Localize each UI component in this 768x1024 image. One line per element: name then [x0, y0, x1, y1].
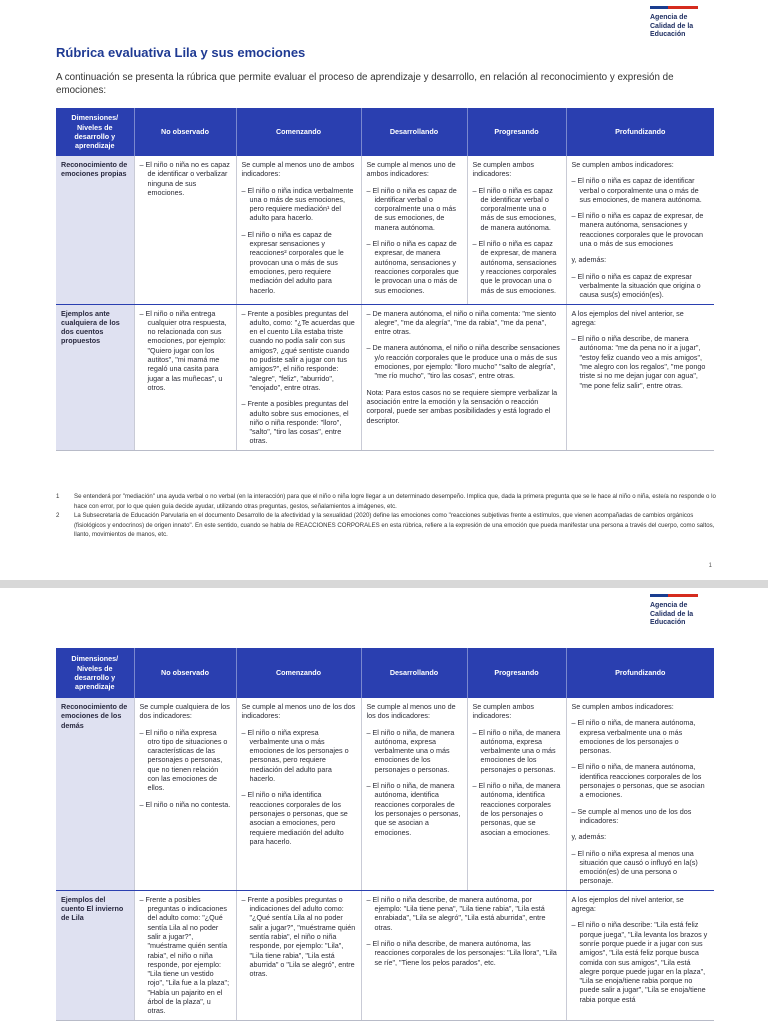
rubric-row — [56, 156, 714, 304]
cell-paragraph: – El niño o niña es capaz de expresar, de manera autónoma, sensaciones y reacciones corporales que le provocan una o más de sus emociones — [571, 211, 704, 249]
cell-paragraph: – El niño o niña, de manera autónoma, expresa verbalmente una o más emociones de los personajes o personas. — [571, 718, 696, 756]
cell-paragraph: – El niño o niña es capaz de identificar verbal o corporalmente una o más de sus emociones, de manera autónoma. — [472, 185, 557, 232]
cell-paragraph: – El niño o niña no contesta. — [139, 799, 231, 809]
dimension-cell: Ejemplos del cuento El invierno de Lila — [56, 890, 134, 1020]
page-separator — [0, 580, 768, 588]
footnote — [56, 511, 716, 540]
column-header: Comenzando — [236, 108, 361, 156]
column-header: Desarrollando — [361, 108, 467, 156]
cell-paragraph: A los ejemplos del nivel anterior, se agrega: — [571, 894, 684, 914]
cell-paragraph: y, además: — [571, 832, 607, 842]
level-cell — [361, 156, 467, 304]
cell-paragraph: – El niño o niña indica verbalmente una o más de sus emociones, pero requiere mediación¹ del adulto para hacerlo. — [241, 185, 354, 223]
footnotes — [56, 492, 716, 540]
rubric-row — [56, 698, 714, 890]
cell-paragraph: y, además: — [571, 255, 607, 265]
rubric-row — [56, 890, 714, 1020]
dimension-cell: Reconocimiento de emociones de los demás — [56, 698, 134, 890]
page-title: Rúbrica evaluativa Lila y sus emociones — [56, 45, 306, 60]
dimension-cell: Ejemplos ante cualquiera de los dos cuentos propuestos — [56, 304, 134, 450]
column-header: Dimensiones/ Niveles de desarrollo y aprendizaje — [56, 648, 134, 698]
level-cell — [134, 698, 236, 890]
column-header: Progresando — [467, 108, 566, 156]
cell-paragraph: – El niño o niña, de manera autónoma, expresa verbalmente una o más emociones de los personajes o personas. — [472, 727, 561, 774]
cell-paragraph: – El niño o niña, de manera autónoma, identifica reacciones corporales de los personajes o personas, que se asocian a emociones. — [472, 781, 561, 837]
column-header: No observado — [134, 108, 236, 156]
level-cell — [236, 304, 361, 450]
rubric-row — [56, 304, 714, 450]
level-cell — [236, 890, 361, 1020]
cell-paragraph: – Frente a posibles preguntas o indicaciones del adulto como: "¿Qué sentía Lila al no poder salir a jugar?", "muéstrame quién sentía rabia", el niño o niña responde, por ejemplo: "Lila", "Lila tiene rabia", "Lila está aburrida" o "Lila se alegró", entre otras. — [241, 894, 356, 979]
rubric-body — [56, 156, 714, 450]
level-cell — [361, 890, 566, 1020]
agency-name-line: Educación — [650, 619, 686, 626]
cell-paragraph: Se cumplen ambos indicadores: — [472, 160, 535, 179]
cell-paragraph: Se cumple al menos uno de los dos indicadores: — [241, 702, 356, 721]
agency-name-line: Agencia de — [650, 14, 688, 21]
cell-paragraph: – El niño o niña describe, de manera autónoma, las reacciones corporales de los personajes: "Lila llora", "Lila se ríe", "Tiene los pelos parados", etc. — [366, 938, 557, 967]
level-cell — [134, 304, 236, 450]
cell-paragraph: – El niño o niña es capaz de expresar verbalmente la situación que origina o causa sus(s) emoción(es). — [571, 271, 701, 300]
intro-paragraph: A continuación se presenta la rúbrica que permite evaluar el proceso de aprendizaje y desarrollo, en relación al reconocimiento y expresión de emociones: — [56, 72, 674, 96]
cell-paragraph: – El niño o niña describe: "Lila está feliz porque juega", "Lila levanta los brazos y sonríe porque puede ir a jugar con sus amigos", "Lila está feliz porque busca comida con sus amigos", "Lila está alegre porque puede jugar en la plaza", "Lila se enoja/tiene rabia porque no puede salir a jugar", "Lila se enoja/tiene rabia porque está — [571, 920, 708, 1004]
rubric-table — [56, 108, 714, 451]
column-header: Profundizando — [566, 648, 714, 698]
level-cell — [467, 156, 566, 304]
cell-paragraph: Nota: Para estos casos no se requiere siempre verbalizar la asociación entre la emoción y la sensación o reacción corporal, puede ser ambas posibilidades y está logrado el descriptor. — [366, 387, 558, 425]
dimension-cell: Reconocimiento de emociones propias — [56, 156, 134, 304]
cell-paragraph: – El niño o niña entrega cualquier otra respuesta, no relacionada con sus emociones, por ejemplo: "Quiero jugar con los autitos", "mi mamá me regaló una casita para jugar a las muñecas", u otros. — [139, 308, 227, 392]
cell-paragraph: – El niño o niña es capaz de identificar verbal o corporalmente una o más de sus emociones, de manera autónoma. — [366, 185, 457, 232]
agency-name-line: Calidad de la — [650, 610, 694, 618]
footnote — [56, 492, 716, 511]
cell-paragraph: A los ejemplos del nivel anterior, se agrega: — [571, 308, 684, 327]
cell-paragraph: – El niño o niña es capaz de expresar sensaciones y reacciones² corporales que le provocan una o más de sus emociones, pero requiere mediación del adulto para hacerlo. — [241, 229, 344, 295]
cell-paragraph: – El niño o niña, de manera autónoma, expresa verbalmente una o más emociones de los personajes o personas. — [366, 727, 455, 774]
cell-paragraph: Se cumple al menos uno de los dos indicadores: — [366, 702, 456, 721]
level-cell — [361, 304, 566, 450]
footnote-text: La Subsecretaría de Educación Parvularia en el documento Desarrollo de la afectividad y la sexualidad (2020) define las emociones como "reacciones subjetivas frente a estímulos, que vienen acompañadas de cambios orgánicos (fisiológicos y endocrinos) de origen innato". En este sentido, cuando se habla de REACCIONES CORPORALES en esta rúbrica, refiere a la expresión de una emoción que pueda manifestar una persona a través del cuerpo, como saltos, llanto, movimientos de manos, etc. — [74, 512, 715, 538]
footnote-text: Se entenderá por "mediación" una ayuda verbal o no verbal (en la interacción) para que el niño o niña logre llegar a un determinado desempeño. Implica que, dada la primera pregunta que se le hace al niño o niña, este/a no responde o lo hace con error, por lo que quien guía decide ayudar, utilizando otras preguntas, gestos, señalamientos a imágenes, etc. — [74, 493, 716, 510]
cell-paragraph: – Se cumple al menos uno de los dos indicadores: — [571, 806, 692, 825]
cell-paragraph: – El niño o niña es capaz de identificar verbal o corporalmente una o más de sus emociones, de manera autónoma. — [571, 176, 702, 204]
agency-logo — [650, 6, 712, 40]
cell-paragraph: – El niño o niña, de manera autónoma, identifica reacciones corporales de los personajes o personas, que se asocian a emociones. — [366, 781, 461, 837]
level-cell — [134, 890, 236, 1020]
cell-paragraph: – El niño o niña expresa al menos una situación que causó o influyó en la(s) emoción(es) de una persona o personaje. — [571, 848, 698, 886]
cell-paragraph: Se cumplen ambos indicadores: — [571, 702, 674, 711]
footnote-number: 2 — [56, 512, 60, 519]
level-cell — [361, 698, 467, 890]
level-cell — [566, 698, 714, 890]
cell-paragraph: – El niño o niña, de manera autónoma, identifica reacciones corporales de los personajes o personas, que se asocian a emociones. — [571, 762, 705, 800]
cell-paragraph: Se cumplen ambos indicadores: — [571, 160, 674, 169]
cell-paragraph: – De manera autónoma, el niño o niña describe sensaciones y/o reacción corporales que le produce una o más de sus emociones, por ejemplo: "lloro mucho" "salto de alegría", "me río mucho", "tiro las cosas", entre otras. — [366, 343, 560, 381]
level-cell — [566, 890, 714, 1020]
level-cell — [236, 698, 361, 890]
cell-paragraph: Se cumple al menos uno de ambos indicadores: — [241, 160, 355, 179]
agency-name-line: Calidad de la — [650, 22, 694, 30]
rubric-body — [56, 698, 714, 1020]
level-cell — [236, 156, 361, 304]
cell-paragraph: – El niño o niña identifica reacciones corporales de los personajes o personas, que se asocian a emociones, pero requiere mediación del adulto para hacerlo. — [241, 790, 348, 846]
cell-paragraph: – Frente a posibles preguntas del adulto sobre sus emociones, el niño o niña responde: "lloro", "salto", "tiro las cosas", entre otras. — [241, 399, 349, 446]
agency-name-line: Educación — [650, 31, 686, 38]
cell-paragraph: Se cumple cualquiera de los dos indicadores: — [139, 702, 230, 721]
flag-stripe-icon — [650, 594, 698, 597]
flag-stripe-icon — [650, 6, 698, 9]
cell-paragraph: – El niño o niña expresa otro tipo de situaciones o características de las personajes o personas, que no tienen relación con las emociones de ellos. — [139, 727, 228, 793]
column-header: Desarrollando — [361, 648, 467, 698]
level-cell — [566, 304, 714, 450]
level-cell — [134, 156, 236, 304]
cell-paragraph: – El niño o niña no es capaz de identificar o verbalizar ninguna de sus emociones. — [139, 160, 230, 197]
footnote-number: 1 — [56, 493, 60, 500]
cell-paragraph: – El niño o niña describe, de manera autónoma, por ejemplo: "Lila tiene pena", "Lila tiene rabia", "Lila está enrabiada", "Lila se alegró", "Lila está aburrida", entre otras. — [366, 894, 546, 932]
agency-logo — [650, 594, 712, 628]
column-header: Dimensiones/ Niveles de desarrollo y aprendizaje — [56, 108, 134, 156]
rubric-table — [56, 648, 714, 1021]
cell-paragraph: – El niño o niña es capaz de expresar, de manera autónoma, sensaciones y reacciones corporales que le provocan una o más de sus emociones. — [472, 239, 557, 295]
column-header: Progresando — [467, 648, 566, 698]
rubric-header-row — [56, 648, 714, 698]
column-header: Comenzando — [236, 648, 361, 698]
page-number: 1 — [708, 563, 712, 569]
cell-paragraph: Se cumple al menos uno de ambos indicadores: — [366, 160, 456, 179]
column-header: No observado — [134, 648, 236, 698]
level-cell — [467, 698, 566, 890]
agency-name-line: Agencia de — [650, 602, 688, 609]
cell-paragraph: – El niño o niña es capaz de expresar, de manera autónoma, sensaciones y reacciones corporales que le provocan una o más de sus emociones. — [366, 239, 459, 295]
level-cell — [566, 156, 714, 304]
cell-paragraph: – Frente a posibles preguntas o indicaciones del adulto como: "¿Qué sentía Lila al no poder salir a jugar?", "muéstrame quién sentía rabia", el niño o niña responde, por ejemplo: "Lila tiene un vestido rojo", "Lila fue a la plaza"; "Había un pajarito en el árbol de la plaza", u otras. — [139, 894, 230, 1016]
cell-paragraph: – Frente a posibles preguntas del adulto, como: "¿Te acuerdas que en el cuento Lila estaba triste cuando no podía salir con sus amigos?, ¿qué sentiste cuando no pudiste salir a jugar con tus amigos?", el niño responde: "alegre", "feliz", "aburrido", "enojado", entre otras. — [241, 308, 355, 392]
rubric-header-row — [56, 108, 714, 156]
cell-paragraph: – De manera autónoma, el niño o niña comenta: "me siento alegre", "me da alegría", "me da rabia", "me da pena", entre otras. — [366, 308, 557, 337]
document-page-2 — [0, 588, 768, 1024]
column-header: Profundizando — [566, 108, 714, 156]
cell-paragraph: – El niño o niña describe, de manera autónoma: "me da pena no ir a jugar", "estoy feliz cuando veo a mis amigos", "me alegro con los regalos", "me pongo triste si no me dejan jugar con agua", "me pone feliz salir", entre otras. — [571, 334, 706, 390]
cell-paragraph: – El niño o niña expresa verbalmente una o más emociones de los personajes o personas, pero requiere mediación del adulto para hacerlo. — [241, 727, 349, 784]
cell-paragraph: Se cumplen ambos indicadores: — [472, 702, 535, 721]
